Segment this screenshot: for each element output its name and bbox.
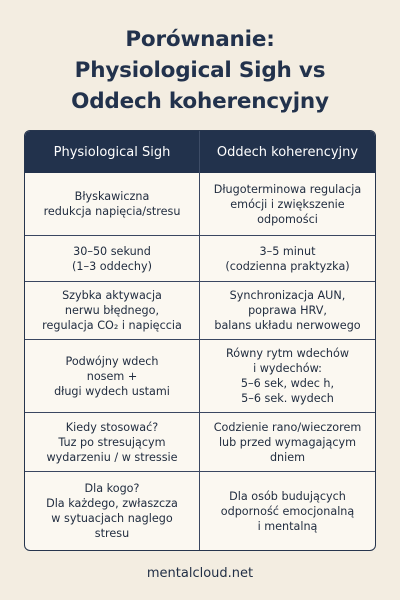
table-cell-left: Dla kogo? Dla każdego, zwłaszcza w sytuacjach naglego stresu [25, 472, 200, 550]
table-header [25, 131, 375, 173]
table-row [25, 235, 375, 281]
table-row [25, 173, 375, 235]
table-cell-right: Równy rytm wdechów i wydechów: 5–6 sek, wdec h, 5–6 sek. wydech [226, 347, 349, 405]
column-header-coherent-breathing: Oddech koherencyjny [216, 144, 359, 160]
table-cell-left: Kiedy stosować? Tuz po stresującym wydarzeniu / w stressie [25, 413, 200, 471]
footer-website: mentalcloud.net [146, 566, 254, 581]
table-cell-left: 30–50 sekund (1–3 oddechy) [25, 236, 200, 281]
table-cell-right: 3–5 minut (codzienna praktyzka) [225, 244, 350, 273]
title-line-2: Physiological Sigh vs [74, 58, 326, 83]
title-line-3: Oddech koherencyjny [71, 89, 329, 114]
comparison-table [24, 130, 376, 551]
table-cell-right: Długoterminowa regulacja emócji i zwiększenie odpomości [213, 182, 362, 226]
title-line-1: Porównanie: [125, 27, 275, 52]
table-cell-left: Szybka aktywacja nerwu błędnego, regulacja CO₂ i napięccia [25, 282, 200, 339]
table-cell-right: Codzienie rano/wieczorem lub przed wymagającym dniem [213, 420, 362, 464]
table-cell-left: Podwójny wdech nosem + długi wydech ustami [25, 340, 200, 412]
table-cell-right: Dla osób budujących odporność emocjonalną i mentalną [220, 489, 355, 533]
page-title [0, 24, 400, 117]
table-row [25, 339, 375, 412]
table-row [25, 471, 375, 550]
table-row [25, 412, 375, 471]
table-cell-right: Synchronizacja AUN, poprawa HRV, balans układu nerwowego [214, 289, 361, 332]
column-header-physiological-sigh: Physiological Sigh [25, 131, 200, 173]
table-row [25, 281, 375, 339]
table-cell-left: Błyskawiczna redukcja napięcia/stresu [25, 173, 200, 235]
